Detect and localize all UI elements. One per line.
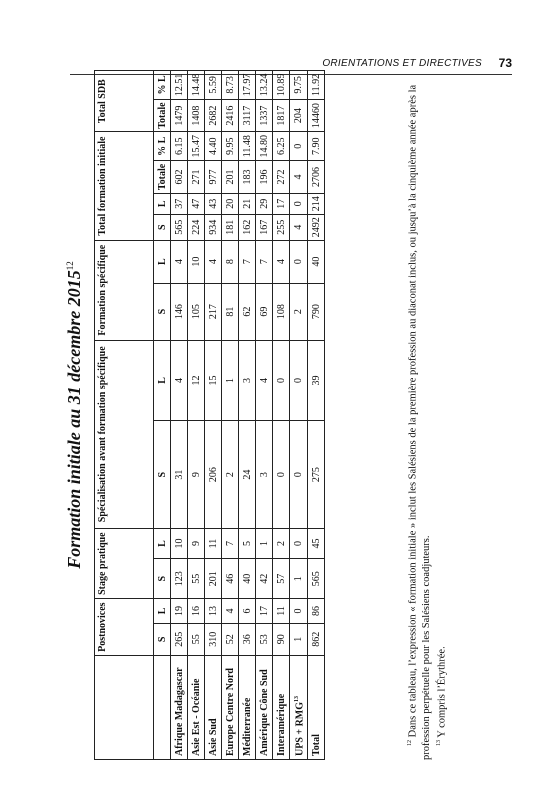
table-cell: 46 xyxy=(222,559,239,599)
region-cell xyxy=(222,656,239,760)
table-title-note: 12 xyxy=(65,261,75,271)
table-cell: 2706 xyxy=(308,161,325,194)
table-row xyxy=(222,71,239,760)
region-cell xyxy=(273,656,290,760)
region-name: UPS + RMG xyxy=(294,701,306,756)
sub-l: L xyxy=(154,599,171,623)
table-cell: 13.24 xyxy=(256,71,273,100)
table-cell: 40 xyxy=(239,559,256,599)
sub-s: S xyxy=(154,421,171,529)
table-cell: 0 xyxy=(290,240,308,283)
table-cell: 4 xyxy=(205,240,222,283)
table-cell: 2 xyxy=(222,421,239,529)
table-cell: 20 xyxy=(222,193,239,214)
table-cell: 47 xyxy=(188,193,205,214)
table-cell: 8 xyxy=(222,240,239,283)
table-cell: 0 xyxy=(290,421,308,529)
table-cell: 0 xyxy=(290,193,308,214)
formation-table xyxy=(94,70,325,760)
table-cell: 9 xyxy=(188,421,205,529)
table-cell: 12 xyxy=(188,340,205,421)
table-cell: 62 xyxy=(239,283,256,340)
table-total-row xyxy=(308,71,325,760)
table-cell: 272 xyxy=(273,161,290,194)
table-cell: 69 xyxy=(256,283,273,340)
table-cell: 1479 xyxy=(171,99,188,132)
sub-s: S xyxy=(154,623,171,655)
table-row xyxy=(171,71,188,760)
table-cell: 21 xyxy=(239,193,256,214)
table-cell: 12.51 xyxy=(171,71,188,100)
table-cell: 310 xyxy=(205,623,222,655)
sub-pct-l: % L xyxy=(154,132,171,161)
region-name: Asie Est - Océanie xyxy=(190,678,202,756)
table-cell: 31 xyxy=(171,421,188,529)
footnote-1 xyxy=(404,70,433,760)
table-cell: 162 xyxy=(239,214,256,240)
table-cell: 105 xyxy=(188,283,205,340)
table-cell: 14.48 xyxy=(188,71,205,100)
footnote-2-mark: 13 xyxy=(435,740,442,746)
table-cell: 10 xyxy=(171,528,188,558)
table-cell: 55 xyxy=(188,623,205,655)
table-cell: 37 xyxy=(171,193,188,214)
table-cell: 7 xyxy=(222,528,239,558)
region-name: Total xyxy=(310,734,322,756)
table-cell: 977 xyxy=(205,161,222,194)
table-title xyxy=(64,70,85,760)
table-cell: 0 xyxy=(273,340,290,421)
table-cell: 4 xyxy=(290,214,308,240)
table-cell: 52 xyxy=(222,623,239,655)
region-note: 13 xyxy=(294,695,300,702)
header-specialisation: Spécialisation avant formation spécifique xyxy=(95,340,154,528)
table-row xyxy=(256,71,273,760)
table-cell: 9.95 xyxy=(222,132,239,161)
table-cell: 43 xyxy=(205,193,222,214)
table-cell: 123 xyxy=(171,559,188,599)
table-cell: 0 xyxy=(290,340,308,421)
table-cell: 1 xyxy=(256,528,273,558)
table-cell: 4.40 xyxy=(205,132,222,161)
sub-s: S xyxy=(154,214,171,240)
table-cell: 4 xyxy=(171,240,188,283)
table-cell: 14.80 xyxy=(256,132,273,161)
table-cell: 4 xyxy=(273,240,290,283)
table-cell: 2682 xyxy=(205,99,222,132)
table-cell: 214 xyxy=(308,193,325,214)
corner-cell xyxy=(95,656,154,760)
table-cell: 17 xyxy=(273,193,290,214)
sub-l: L xyxy=(154,193,171,214)
region-name: Méditerranée xyxy=(241,697,253,756)
table-title-text: Formation initiale au 31 décembre 2015 xyxy=(64,270,84,569)
table-cell: 9 xyxy=(188,528,205,558)
region-cell xyxy=(188,656,205,760)
table-cell: 4 xyxy=(290,161,308,194)
table-row xyxy=(205,71,222,760)
region-cell xyxy=(205,656,222,760)
table-cell: 4 xyxy=(222,599,239,623)
table-cell: 11.48 xyxy=(239,132,256,161)
table-cell: 255 xyxy=(273,214,290,240)
table-cell: 108 xyxy=(273,283,290,340)
table-cell: 5 xyxy=(239,528,256,558)
table-cell: 42 xyxy=(256,559,273,599)
table-cell: 7.90 xyxy=(308,132,325,161)
region-name: Afrique Madagascar xyxy=(173,667,185,756)
table-row xyxy=(273,71,290,760)
table-cell: 1 xyxy=(290,623,308,655)
region-cell xyxy=(308,656,325,760)
header-formation-specifique: Formation spécifique xyxy=(95,240,154,340)
table-cell: 39 xyxy=(308,340,325,421)
sub-totale: Totale xyxy=(154,99,171,132)
table-cell: 36 xyxy=(239,623,256,655)
table-cell: 204 xyxy=(290,99,308,132)
region-name: Europe Centre Nord xyxy=(224,668,236,756)
table-cell: 11.92 xyxy=(308,71,325,100)
sub-l: L xyxy=(154,340,171,421)
region-cell xyxy=(171,656,188,760)
table-cell: 81 xyxy=(222,283,239,340)
table-cell: 17 xyxy=(256,599,273,623)
table-cell: 3 xyxy=(239,340,256,421)
table-cell: 6.15 xyxy=(171,132,188,161)
table-cell: 4 xyxy=(171,340,188,421)
region-cell xyxy=(290,656,308,760)
footnote-2 xyxy=(433,70,449,760)
table-cell: 167 xyxy=(256,214,273,240)
footnotes xyxy=(404,70,448,760)
table-cell: 7 xyxy=(239,240,256,283)
table-cell: 2 xyxy=(273,528,290,558)
table-cell: 11 xyxy=(273,599,290,623)
table-cell: 15.47 xyxy=(188,132,205,161)
table-cell: 57 xyxy=(273,559,290,599)
table-cell: 206 xyxy=(205,421,222,529)
table-cell: 146 xyxy=(171,283,188,340)
table-cell: 6 xyxy=(239,599,256,623)
table-cell: 271 xyxy=(188,161,205,194)
table-cell: 10.89 xyxy=(273,71,290,100)
table-cell: 90 xyxy=(273,623,290,655)
footnote-1-mark: 12 xyxy=(407,740,413,746)
table-cell: 565 xyxy=(171,214,188,240)
table-cell: 9.75 xyxy=(290,71,308,100)
header-total-sdb: Total SDB xyxy=(95,71,154,132)
sub-l: L xyxy=(154,528,171,558)
table-cell: 11 xyxy=(205,528,222,558)
table-cell: 0 xyxy=(290,599,308,623)
table-row xyxy=(290,71,308,760)
sub-pct-l: % L xyxy=(154,71,171,100)
table-cell: 1817 xyxy=(273,99,290,132)
table-cell: 29 xyxy=(256,193,273,214)
table-cell: 6.25 xyxy=(273,132,290,161)
table-cell: 14460 xyxy=(308,99,325,132)
table-cell: 217 xyxy=(205,283,222,340)
table-cell: 0 xyxy=(273,421,290,529)
table-cell: 8.73 xyxy=(222,71,239,100)
table-cell: 40 xyxy=(308,240,325,283)
table-cell: 3 xyxy=(256,421,273,529)
header-total-formation: Total formation initiale xyxy=(95,132,154,240)
table-subheader-row xyxy=(154,71,171,760)
table-cell: 1 xyxy=(290,559,308,599)
table-row xyxy=(188,71,205,760)
table-cell: 2492 xyxy=(308,214,325,240)
table-cell: 13 xyxy=(205,599,222,623)
table-cell: 4 xyxy=(256,340,273,421)
region-name: Interamérique xyxy=(275,693,287,756)
table-cell: 19 xyxy=(171,599,188,623)
table-cell: 265 xyxy=(171,623,188,655)
table-cell: 602 xyxy=(171,161,188,194)
table-cell: 934 xyxy=(205,214,222,240)
table-cell: 53 xyxy=(256,623,273,655)
footnote-2-text: Y compris l’Érythrée. xyxy=(436,646,447,738)
page-number: 73 xyxy=(498,56,512,70)
table-cell: 201 xyxy=(222,161,239,194)
footnote-1-text: Dans ce tableau, l’expression « formation initiale » inclut les Salésiens de la première profession au diaconat inclus, ou jusqu’à la cinquième année après la profession perpétuelle pour les Salésiens coadjuteurs. xyxy=(407,84,432,760)
table-cell: 5.59 xyxy=(205,71,222,100)
table-cell: 16 xyxy=(188,599,205,623)
table-cell: 275 xyxy=(308,421,325,529)
running-title: ORIENTATIONS ET DIRECTIVES xyxy=(322,58,482,69)
table-cell: 10 xyxy=(188,240,205,283)
table-cell: 1337 xyxy=(256,99,273,132)
table-cell: 24 xyxy=(239,421,256,529)
table-cell: 17.97 xyxy=(239,71,256,100)
table-cell: 224 xyxy=(188,214,205,240)
table-cell: 45 xyxy=(308,528,325,558)
region-name: Asie Sud xyxy=(207,718,219,756)
sub-s: S xyxy=(154,283,171,340)
table-cell: 55 xyxy=(188,559,205,599)
table-cell: 181 xyxy=(222,214,239,240)
table-cell: 15 xyxy=(205,340,222,421)
table-cell: 0 xyxy=(290,132,308,161)
table-cell: 565 xyxy=(308,559,325,599)
table-cell: 790 xyxy=(308,283,325,340)
header-postnovices: Postnovices xyxy=(95,599,154,656)
region-cell xyxy=(256,656,273,760)
table-cell: 0 xyxy=(290,528,308,558)
sub-totale: Totale xyxy=(154,161,171,194)
rotated-table-block xyxy=(60,70,500,760)
region-cell xyxy=(239,656,256,760)
table-cell: 196 xyxy=(256,161,273,194)
region-name: Amérique Cône Sud xyxy=(258,669,270,756)
table-cell: 2416 xyxy=(222,99,239,132)
sub-l: L xyxy=(154,240,171,283)
table-cell: 183 xyxy=(239,161,256,194)
table-cell: 1 xyxy=(222,340,239,421)
corner-cell-sub xyxy=(154,656,171,760)
table-cell: 7 xyxy=(256,240,273,283)
table-cell: 2 xyxy=(290,283,308,340)
table-group-header-row xyxy=(95,71,154,760)
header-stage: Stage pratique xyxy=(95,528,154,598)
sub-s: S xyxy=(154,559,171,599)
table-cell: 862 xyxy=(308,623,325,655)
table-cell: 1408 xyxy=(188,99,205,132)
table-body xyxy=(171,71,325,760)
table-cell: 3117 xyxy=(239,99,256,132)
table-cell: 86 xyxy=(308,599,325,623)
table-row xyxy=(239,71,256,760)
table-cell: 201 xyxy=(205,559,222,599)
